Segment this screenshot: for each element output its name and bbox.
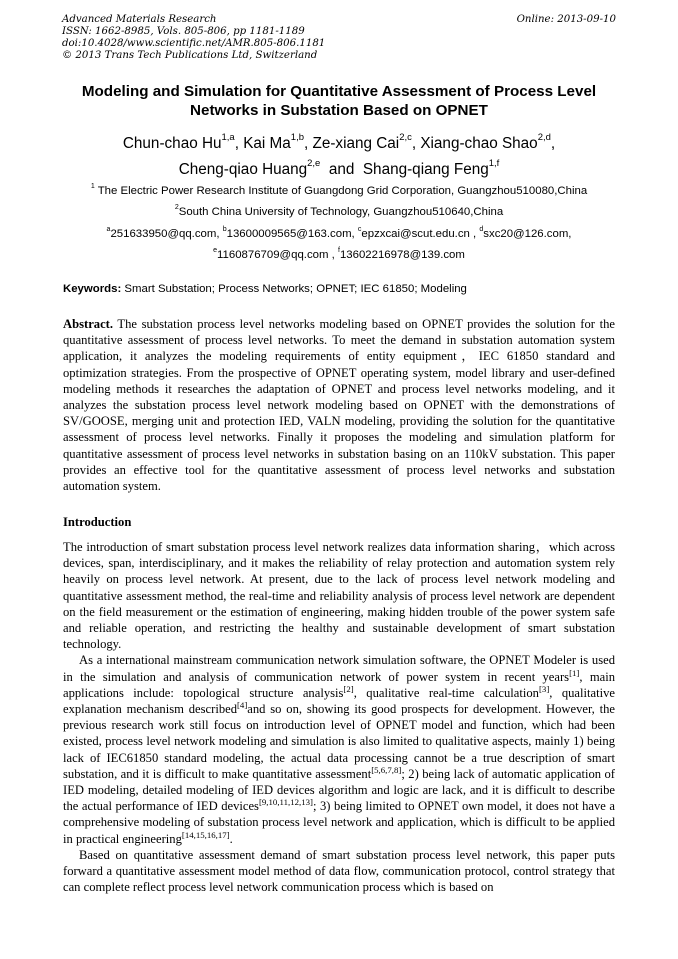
affiliation: $^1$ The Electric Power Research Institute of Guangdong Grid Corporation, Guangzhou510080,China [90, 182, 588, 197]
journal-issn: ISSN: 1662-8985, Vols. 805-806, pp 1181-1189 [62, 26, 305, 37]
online-date: Online: 2013-09-10 [516, 14, 616, 25]
email: $^d$sxc20@126.com, [479, 225, 572, 240]
author: Chun-chao Hu$^{1,a}$, [122, 132, 244, 152]
paragraph: As a international mainstream communication network simulation software, the OPNET Modeler is used in the simulation and analysis of communication network of power system in recent years[1], main applications include: topological structure analysis[2], qualitative real-time calculation[3], qualitative explanation mechanism described[4]and so on, showing its good prospects for development. However, the previous research work still focus on introduction level of OPNET model and function, which had been existed, process level network modeling and simulation is also limited to qualitative aspects, mainly 1) being lack of IEC61850 standard modeling, the actual data processing cannot be a true description of smart substation, and it is difficult to make quantitative assessment[5,6,7,8]; 2) being lack of automatic application of IED modeling, detailed modeling of IED devices algorithm and logic are lack, and it is difficult to describe the actual performance of IED devices[9,10,11,12,13]; 3) being limited to OPNET own model, it does not have a comprehensive modeling of substation process level network and application, which is difficult to be applied in practical engineering[14,15,16,17]. [63, 653, 615, 846]
keywords-text: Smart Substation; Process Networks; OPNET; IEC 61850; Modeling [121, 283, 467, 295]
keywords [63, 282, 615, 296]
affiliation: $^2$South China University of Technology, Guangzhou510640,China [174, 203, 504, 218]
author: Kai Ma$^{1,b}$, [243, 132, 313, 152]
email: $^e$1160876709@qq.com , [213, 246, 335, 261]
journal-doi: doi:10.4028/www.scientific.net/AMR.805-806.1181 [62, 38, 326, 49]
journal-name: Advanced Materials Research [62, 14, 217, 25]
citation[interactable]: [5,6,7,8] [371, 764, 402, 775]
paper-title: Modeling and Simulation for Quantitative Assessment of Process Level Networks in Substation Based on OPNET [81, 83, 597, 119]
paragraph: The introduction of smart substation process level network realizes data information sharing，which across devices, span, interdisciplinary, and it makes the reliability of relay protection and automation system rely heavily on process level network. At present, due to the lack of process level network modeling and quantitative assessment method, the real-time and reliability analysis of process level network are dependent on the field measurement or the estimation of engineering, making hidden trouble of the power system safe and reliable operation, and restricting the healthy and sustainable development of smart substation technology. [63, 540, 615, 652]
email: $^f$13602216978@139.com [337, 246, 465, 261]
citation[interactable]: [3] [538, 683, 550, 694]
abstract [63, 316, 615, 494]
author-list [55, 131, 623, 183]
citation[interactable]: [9,10,11,12,13] [258, 797, 313, 808]
email: $^c$epzxcai@scut.edu.cn , [357, 225, 477, 240]
author: Cheng-qiao Huang$^{2,e}$ and [178, 158, 359, 178]
citation[interactable]: [2] [343, 683, 354, 694]
email: $^a$251633950@qq.com, [106, 225, 223, 240]
journal-copyright: © 2013 Trans Tech Publications Ltd, Switzerland [62, 50, 318, 61]
abstract-text: The substation process level networks modeling based on OPNET provides the solution for the quantitative assessment of process level networks. To meet the demand in substation automation system application, it analyzes the modeling requirements of entity equipment，IEC 61850 standard and optimization strategies. From the prospective of OPNET operating system, model library and user-defined modeling methods it researches the adaptation of OPNET and process level networks modeling, and it analyzes the substation process level network modeling based on OPNET with the demonstrations of SV/GOOSE, merging unit and protection IED, VALN modeling, providing the solution for the quantitative assessment of process level networks. Finally it proposes the modeling and simulation platform for quantitative assessment of process level networks in substation basing on an 110kV substation. This paper provides an effective tool for the quantitative assessment of process level networks and substation automation system. [63, 317, 615, 494]
journal-header [62, 14, 616, 62]
author: Xiang-chao Shao$^{2,d}$, [420, 132, 556, 152]
citation[interactable]: [14,15,16,17] [181, 829, 230, 840]
section-heading-introduction: Introduction [63, 515, 132, 529]
email: $^b$13600009565@163.com, [222, 225, 358, 240]
abstract-label: Abstract. [63, 317, 114, 331]
keywords-label: Keywords: [63, 283, 122, 295]
citation[interactable]: [4] [237, 699, 248, 710]
affiliations [55, 181, 623, 223]
citation[interactable]: [1] [569, 667, 580, 678]
author-emails [55, 224, 623, 266]
author: Shang-qiang Feng$^{1,f}$ [362, 158, 500, 178]
introduction-body [63, 539, 615, 895]
author: Ze-xiang Cai$^{2,c}$, [312, 132, 421, 152]
paragraph: Based on quantitative assessment demand of smart substation process level network, this paper puts forward a quantitative assessment model method of data flow, communication protocol, control strategy that can complete reflect process level network communication process which is based on [63, 847, 615, 895]
